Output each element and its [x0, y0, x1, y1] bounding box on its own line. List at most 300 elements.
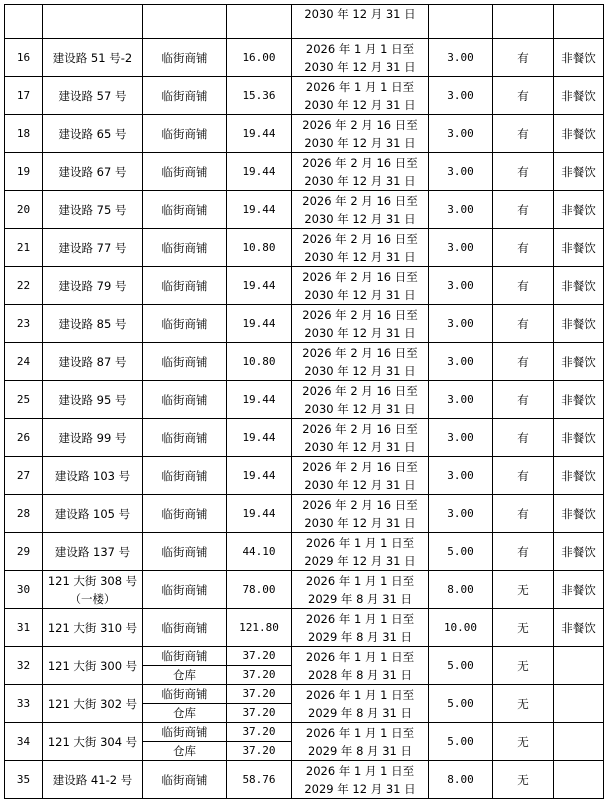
period-line-2: 2030 年 12 月 31 日 — [304, 249, 416, 264]
rent-text: 3.00 — [447, 392, 474, 406]
area-text: 19.44 — [242, 126, 276, 140]
has-text: 有 — [517, 126, 529, 141]
cell-address — [43, 153, 143, 191]
cell-address — [43, 305, 143, 343]
type-a: 临街商铺 — [143, 647, 226, 666]
cell-area — [227, 229, 292, 267]
address-text: 建设路 105 号 — [54, 506, 131, 521]
cell-has — [493, 39, 554, 77]
use-text: 非餐饮 — [561, 240, 596, 255]
cell-type — [143, 305, 227, 343]
cell-area — [227, 571, 292, 609]
period-line-2: 2029 年 12 月 31 日 — [304, 553, 416, 568]
rent-text: 8.00 — [447, 582, 474, 596]
has-text: 有 — [517, 354, 529, 369]
type-b: 仓库 — [173, 744, 196, 758]
rent-text: 3.00 — [447, 354, 474, 368]
cell-type — [143, 609, 227, 647]
use-text: 非餐饮 — [561, 278, 596, 293]
table-row — [5, 571, 604, 609]
cell-area — [227, 5, 292, 39]
rent-text: 8.00 — [447, 772, 474, 786]
row-index: 22 — [16, 278, 31, 292]
cell-area — [227, 723, 292, 761]
cell-period — [292, 267, 429, 305]
cell-use — [554, 571, 604, 609]
table-row — [5, 609, 604, 647]
period-line-1: 2026 年 2 月 16 日至 — [302, 193, 418, 208]
cell-rent — [429, 533, 493, 571]
use-text: 非餐饮 — [561, 88, 596, 103]
cell-idx — [5, 77, 43, 115]
has-text: 有 — [517, 430, 529, 445]
cell-period — [292, 457, 429, 495]
cell-type — [143, 39, 227, 77]
use-text: 非餐饮 — [561, 354, 596, 369]
address-text-2: （一楼） — [69, 591, 116, 606]
table-row-split — [5, 647, 604, 685]
cell-type — [143, 685, 227, 723]
cell-idx — [5, 153, 43, 191]
cell-idx — [5, 685, 43, 723]
type-b: 仓库 — [173, 668, 196, 682]
row-index: 20 — [16, 202, 31, 216]
table-row — [5, 419, 604, 457]
period-line-1: 2026 年 2 月 16 日至 — [302, 307, 418, 322]
address-text: 建设路 77 号 — [58, 240, 127, 255]
cell-type — [143, 115, 227, 153]
cell-type — [143, 533, 227, 571]
cell-type — [143, 229, 227, 267]
cell-has — [493, 495, 554, 533]
cell-type — [143, 571, 227, 609]
cell-area — [227, 191, 292, 229]
rent-text: 5.00 — [447, 544, 474, 558]
cell-period — [292, 533, 429, 571]
cell-period — [292, 495, 429, 533]
use-text: 非餐饮 — [561, 164, 596, 179]
cell-period — [292, 381, 429, 419]
period-line-2: 2030 年 12 月 31 日 — [304, 173, 416, 188]
area-text: 10.80 — [242, 240, 276, 254]
row-index: 24 — [16, 354, 31, 368]
table-row-split — [5, 685, 604, 723]
rent-text: 3.00 — [447, 88, 474, 102]
period-line-1: 2026 年 2 月 16 日至 — [302, 269, 418, 284]
area-text: 58.76 — [242, 772, 276, 786]
cell-type — [143, 419, 227, 457]
cell-use — [554, 495, 604, 533]
cell-rent — [429, 39, 493, 77]
rent-text: 3.00 — [447, 50, 474, 64]
cell-period — [292, 761, 429, 799]
cell-type — [143, 723, 227, 761]
cell-idx — [5, 761, 43, 799]
has-text: 无 — [517, 620, 529, 635]
cell-type — [143, 457, 227, 495]
type-text: 临街商铺 — [161, 582, 208, 597]
period-line-1: 2026 年 1 月 1 日至 — [305, 687, 415, 702]
period-line-2: 2030 年 12 月 31 日 — [304, 287, 416, 302]
table-row-partial — [5, 5, 604, 39]
area-text: 16.00 — [242, 50, 276, 64]
area-text: 78.00 — [242, 582, 276, 596]
address-text: 121 大街 304 号 — [47, 734, 138, 749]
cell-idx — [5, 457, 43, 495]
area-text: 19.44 — [242, 468, 276, 482]
has-text: 有 — [517, 316, 529, 331]
period-line-1: 2026 年 2 月 16 日至 — [302, 117, 418, 132]
cell-address — [43, 533, 143, 571]
cell-type — [143, 647, 227, 685]
cell-use — [554, 647, 604, 685]
cell-area — [227, 381, 292, 419]
cell-rent — [429, 685, 493, 723]
use-text: 非餐饮 — [561, 582, 596, 597]
has-text: 无 — [517, 772, 529, 787]
cell-period — [292, 343, 429, 381]
cell-has — [493, 305, 554, 343]
cell-rent — [429, 381, 493, 419]
cell-use — [554, 229, 604, 267]
cell-address — [43, 761, 143, 799]
cell-use — [554, 191, 604, 229]
has-text: 有 — [517, 164, 529, 179]
cell-area — [227, 495, 292, 533]
row-index: 21 — [16, 240, 31, 254]
has-text: 无 — [517, 696, 529, 711]
period-line-2: 2030 年 12 月 31 日 — [304, 363, 416, 378]
area-text: 19.44 — [242, 278, 276, 292]
row-index: 27 — [16, 468, 31, 482]
table-row — [5, 229, 604, 267]
address-text: 建设路 41-2 号 — [52, 772, 133, 787]
cell-address — [43, 77, 143, 115]
type-text: 临街商铺 — [161, 354, 208, 369]
row-index: 31 — [16, 620, 31, 634]
cell-type — [143, 343, 227, 381]
type-text: 临街商铺 — [161, 126, 208, 141]
has-text: 有 — [517, 88, 529, 103]
has-text: 无 — [517, 582, 529, 597]
rent-text: 5.00 — [447, 658, 474, 672]
period-line-1: 2026 年 2 月 16 日至 — [302, 345, 418, 360]
cell-period — [292, 647, 429, 685]
cell-area — [227, 609, 292, 647]
row-index: 25 — [16, 392, 31, 406]
period-line-2: 2030 年 12 月 31 日 — [304, 97, 416, 112]
period-line-1: 2026 年 1 月 1 日至 — [305, 611, 415, 626]
address-text: 121 大街 310 号 — [47, 620, 138, 635]
cell-has — [493, 571, 554, 609]
row-index: 19 — [16, 164, 31, 178]
rent-text: 3.00 — [447, 164, 474, 178]
area-text: 19.44 — [242, 316, 276, 330]
rent-text: 3.00 — [447, 506, 474, 520]
rent-text: 10.00 — [443, 620, 478, 634]
cell-use — [554, 39, 604, 77]
cell-type — [143, 381, 227, 419]
has-text: 有 — [517, 50, 529, 65]
rent-text: 3.00 — [447, 240, 474, 254]
type-text: 临街商铺 — [161, 202, 208, 217]
address-text: 建设路 95 号 — [58, 392, 127, 407]
cell-idx — [5, 533, 43, 571]
rent-text: 3.00 — [447, 430, 474, 444]
cell-area — [227, 305, 292, 343]
address-text: 121 大街 300 号 — [47, 658, 138, 673]
area-a: 37.20 — [227, 685, 291, 704]
cell-address — [43, 229, 143, 267]
row-index: 16 — [16, 50, 31, 64]
cell-rent — [429, 647, 493, 685]
cell-address — [43, 191, 143, 229]
type-text: 临街商铺 — [161, 544, 208, 559]
cell-use — [554, 685, 604, 723]
cell-has — [493, 191, 554, 229]
table-row-split — [5, 723, 604, 761]
cell-area — [227, 39, 292, 77]
cell-address — [43, 419, 143, 457]
cell-period — [292, 115, 429, 153]
cell-area — [227, 761, 292, 799]
type-text: 临街商铺 — [161, 50, 208, 65]
has-text: 有 — [517, 468, 529, 483]
period-line-1: 2026 年 1 月 1 日至 — [305, 763, 415, 778]
cell-idx — [5, 495, 43, 533]
cell-area — [227, 77, 292, 115]
cell-has — [493, 229, 554, 267]
area-text: 19.44 — [242, 202, 276, 216]
cell-use — [554, 5, 604, 39]
cell-area — [227, 115, 292, 153]
period-line-2: 2029 年 12 月 31 日 — [304, 781, 416, 796]
cell-idx — [5, 571, 43, 609]
cell-address — [43, 267, 143, 305]
use-text: 非餐饮 — [561, 126, 596, 141]
cell-rent — [429, 343, 493, 381]
cell-type — [143, 495, 227, 533]
cell-address — [43, 647, 143, 685]
cell-use — [554, 77, 604, 115]
type-text: 临街商铺 — [161, 240, 208, 255]
cell-address — [43, 457, 143, 495]
cell-idx — [5, 39, 43, 77]
use-text: 非餐饮 — [561, 50, 596, 65]
table-row — [5, 115, 604, 153]
has-text: 有 — [517, 202, 529, 217]
period-line-2: 2030 年 12 月 31 日 — [304, 325, 416, 340]
row-index: 17 — [16, 88, 31, 102]
cell-rent — [429, 77, 493, 115]
rent-text: 5.00 — [447, 734, 474, 748]
use-text: 非餐饮 — [561, 468, 596, 483]
has-text: 有 — [517, 544, 529, 559]
type-text: 临街商铺 — [161, 772, 208, 787]
row-index: 28 — [16, 506, 31, 520]
cell-idx — [5, 343, 43, 381]
cell-address — [43, 381, 143, 419]
use-text: 非餐饮 — [561, 316, 596, 331]
type-text: 临街商铺 — [161, 468, 208, 483]
period-line-2: 2029 年 8 月 31 日 — [308, 705, 412, 720]
cell-rent — [429, 305, 493, 343]
period-line-2: 2029 年 8 月 31 日 — [308, 629, 412, 644]
has-text: 有 — [517, 278, 529, 293]
area-b: 37.20 — [242, 744, 276, 757]
use-text: 非餐饮 — [561, 620, 596, 635]
lease-table — [4, 4, 604, 799]
table-row — [5, 305, 604, 343]
area-text: 121.80 — [239, 620, 279, 634]
cell-period — [292, 571, 429, 609]
rent-text: 3.00 — [447, 202, 474, 216]
period-line-2: 2028 年 8 月 31 日 — [308, 667, 412, 682]
cell-has — [493, 419, 554, 457]
cell-has — [493, 723, 554, 761]
cell-period — [292, 609, 429, 647]
cell-area — [227, 419, 292, 457]
table-row — [5, 77, 604, 115]
area-text: 44.10 — [242, 544, 276, 558]
cell-rent — [429, 723, 493, 761]
cell-rent — [429, 115, 493, 153]
period-line-1: 2026 年 2 月 16 日至 — [302, 231, 418, 246]
area-text: 19.44 — [242, 430, 276, 444]
cell-has — [493, 457, 554, 495]
address-text: 建设路 51 号-2 — [52, 50, 133, 65]
table-row — [5, 153, 604, 191]
use-text: 非餐饮 — [561, 506, 596, 521]
row-index: 30 — [16, 582, 31, 596]
period-line-2: 2029 年 8 月 31 日 — [308, 591, 412, 606]
period-line-2: 2029 年 8 月 31 日 — [308, 743, 412, 758]
cell-period — [292, 419, 429, 457]
cell-has — [493, 381, 554, 419]
period-line-1: 2026 年 2 月 16 日至 — [302, 459, 418, 474]
row-index: 32 — [16, 658, 31, 672]
cell-address — [43, 495, 143, 533]
cell-address — [43, 115, 143, 153]
area-a: 37.20 — [227, 723, 291, 742]
cell-type — [143, 77, 227, 115]
cell-address — [43, 723, 143, 761]
type-text: 临街商铺 — [161, 392, 208, 407]
table-row — [5, 495, 604, 533]
cell-use — [554, 723, 604, 761]
cell-idx — [5, 191, 43, 229]
cell-use — [554, 419, 604, 457]
cell-use — [554, 343, 604, 381]
cell-use — [554, 533, 604, 571]
type-text: 临街商铺 — [161, 430, 208, 445]
period-line-2: 2030 年 12 月 31 日 — [304, 7, 416, 21]
cell-has — [493, 533, 554, 571]
area-text: 19.44 — [242, 392, 276, 406]
area-b: 37.20 — [242, 706, 276, 719]
has-text: 有 — [517, 240, 529, 255]
cell-area — [227, 267, 292, 305]
cell-period — [292, 685, 429, 723]
area-text: 15.36 — [242, 88, 276, 102]
address-text: 建设路 75 号 — [58, 202, 127, 217]
type-a: 临街商铺 — [143, 685, 226, 704]
cell-has — [493, 115, 554, 153]
table-row — [5, 533, 604, 571]
period-line-1: 2026 年 2 月 16 日至 — [302, 155, 418, 170]
address-text: 121 大街 302 号 — [47, 696, 138, 711]
address-text: 建设路 67 号 — [58, 164, 127, 179]
rent-text: 3.00 — [447, 126, 474, 140]
address-text: 121 大街 308 号 — [47, 573, 138, 588]
type-b: 仓库 — [173, 706, 196, 720]
use-text: 非餐饮 — [561, 430, 596, 445]
cell-use — [554, 153, 604, 191]
cell-has — [493, 267, 554, 305]
cell-has — [493, 153, 554, 191]
cell-has — [493, 5, 554, 39]
row-index: 29 — [16, 544, 31, 558]
period-line-2: 2030 年 12 月 31 日 — [304, 439, 416, 454]
cell-use — [554, 609, 604, 647]
cell-period — [292, 229, 429, 267]
cell-use — [554, 267, 604, 305]
cell-rent — [429, 267, 493, 305]
use-text: 非餐饮 — [561, 392, 596, 407]
table-row — [5, 343, 604, 381]
period-line-1: 2026 年 2 月 16 日至 — [302, 497, 418, 512]
cell-has — [493, 77, 554, 115]
cell-type — [143, 761, 227, 799]
type-text: 临街商铺 — [161, 164, 208, 179]
cell-address — [43, 609, 143, 647]
cell-use — [554, 305, 604, 343]
address-text: 建设路 85 号 — [58, 316, 127, 331]
cell-has — [493, 647, 554, 685]
area-text: 10.80 — [242, 354, 276, 368]
cell-rent — [429, 761, 493, 799]
period-line-2: 2030 年 12 月 31 日 — [304, 135, 416, 150]
rent-text: 5.00 — [447, 696, 474, 710]
type-text: 临街商铺 — [161, 278, 208, 293]
type-text: 临街商铺 — [161, 88, 208, 103]
has-text: 有 — [517, 392, 529, 407]
table-row — [5, 381, 604, 419]
cell-idx — [5, 115, 43, 153]
cell-type — [143, 191, 227, 229]
cell-address — [43, 5, 143, 39]
use-text: 非餐饮 — [561, 202, 596, 217]
cell-has — [493, 609, 554, 647]
cell-idx — [5, 723, 43, 761]
area-b: 37.20 — [242, 668, 276, 681]
cell-period — [292, 153, 429, 191]
cell-has — [493, 761, 554, 799]
period-line-1: 2026 年 2 月 16 日至 — [302, 421, 418, 436]
cell-use — [554, 761, 604, 799]
cell-address — [43, 685, 143, 723]
period-line-1: 2026 年 1 月 1 日至 — [305, 725, 415, 740]
cell-type — [143, 267, 227, 305]
area-text: 19.44 — [242, 164, 276, 178]
cell-area — [227, 153, 292, 191]
cell-rent — [429, 5, 493, 39]
cell-rent — [429, 571, 493, 609]
cell-idx — [5, 381, 43, 419]
cell-idx — [5, 609, 43, 647]
address-text: 建设路 99 号 — [58, 430, 127, 445]
rent-text: 3.00 — [447, 316, 474, 330]
